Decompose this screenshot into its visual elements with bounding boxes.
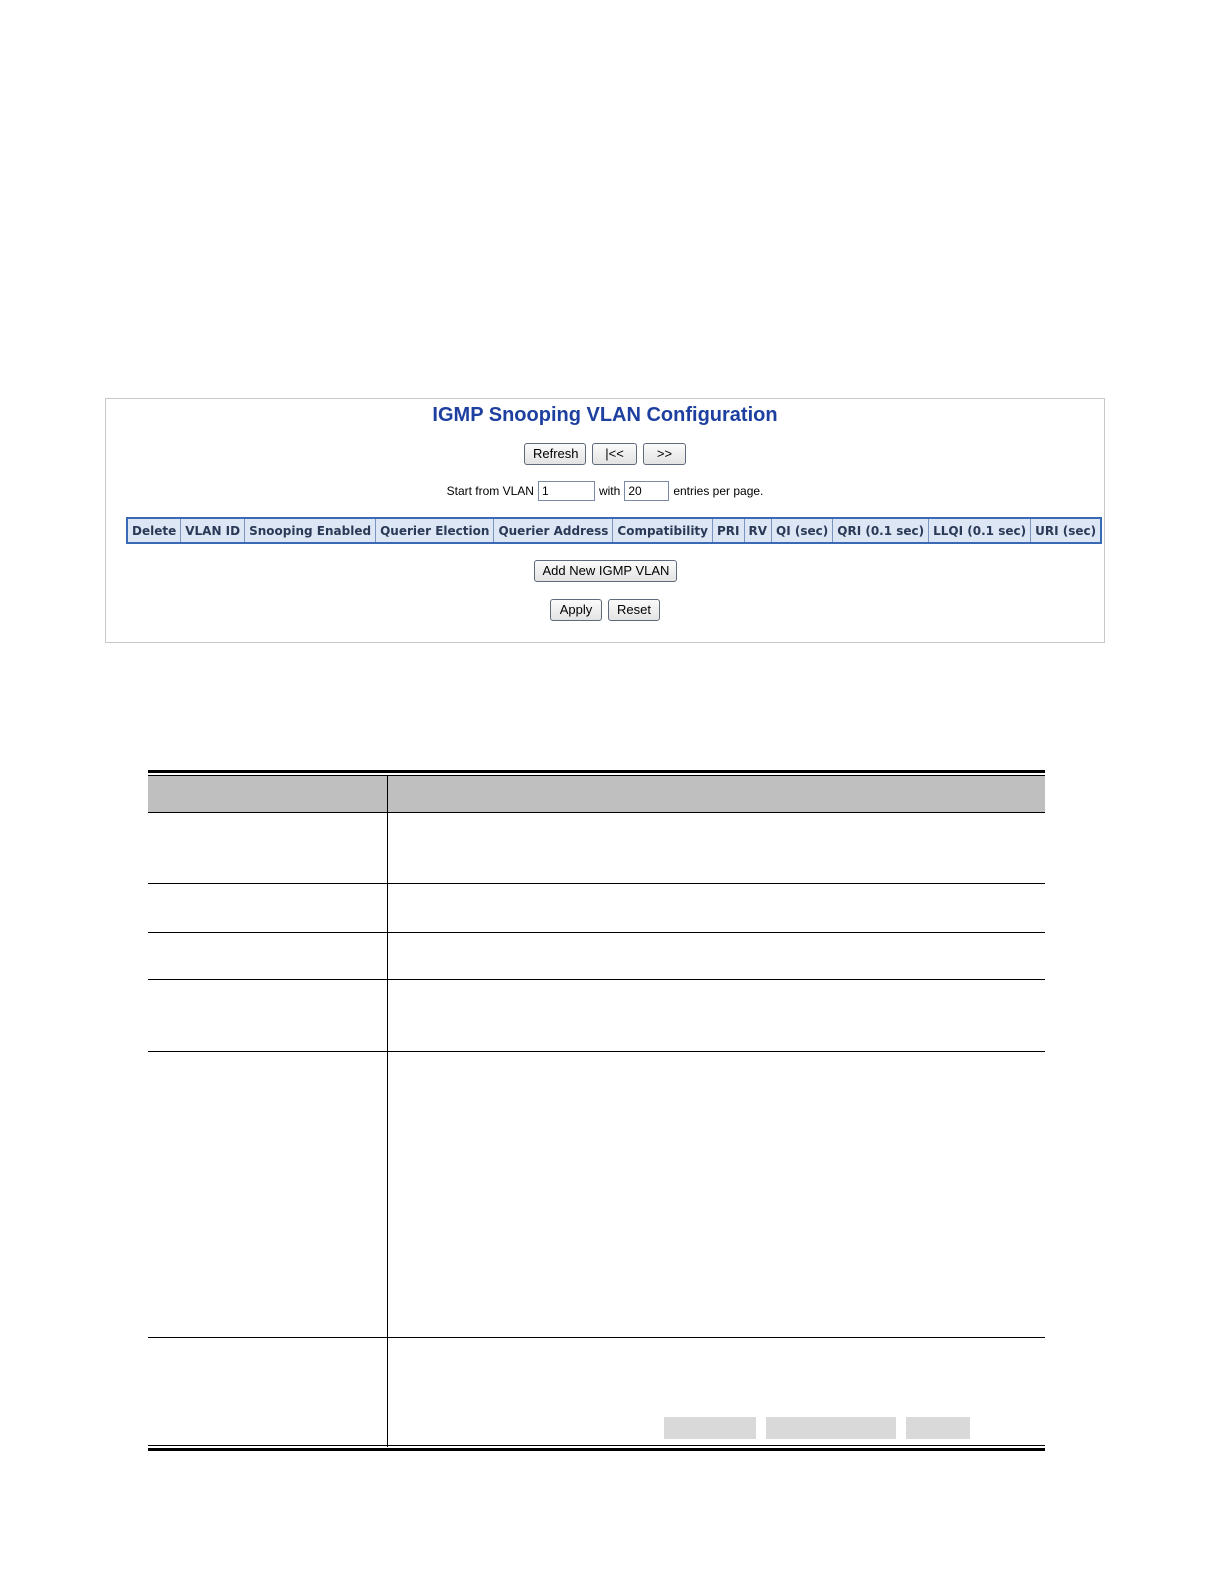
table-row-divider bbox=[148, 883, 1045, 884]
navigation-buttons bbox=[106, 443, 1104, 465]
table-bottom-rule bbox=[148, 1448, 1045, 1451]
highlight-block bbox=[906, 1417, 970, 1439]
table-bottom-rule-thin bbox=[148, 1445, 1045, 1446]
column-header-compatibility: Compatibility bbox=[613, 518, 713, 543]
column-header-querier-address: Querier Address bbox=[494, 518, 613, 543]
page-title: IGMP Snooping VLAN Configuration bbox=[432, 404, 778, 426]
table-row-divider bbox=[148, 1337, 1045, 1338]
column-header-llqi: LLQI (0.1 sec) bbox=[929, 518, 1031, 543]
table-column-divider bbox=[387, 776, 388, 1447]
next-page-button[interactable]: >> bbox=[643, 443, 686, 465]
column-header-delete: Delete bbox=[127, 518, 181, 543]
table-row-divider bbox=[148, 979, 1045, 980]
column-header-snooping-enabled: Snooping Enabled bbox=[245, 518, 376, 543]
highlight-block bbox=[664, 1417, 756, 1439]
entries-per-page-input[interactable] bbox=[624, 481, 669, 501]
parameter-description-table bbox=[148, 770, 1045, 1452]
column-header-querier-election: Querier Election bbox=[376, 518, 494, 543]
table-header-divider bbox=[148, 812, 1045, 813]
table-row-divider bbox=[148, 932, 1045, 933]
igmp-vlan-config-panel bbox=[105, 398, 1105, 643]
highlight-block bbox=[766, 1417, 896, 1439]
add-new-igmp-vlan-button[interactable]: Add New IGMP VLAN bbox=[534, 560, 677, 582]
with-label: with bbox=[598, 484, 621, 498]
table-header-row bbox=[127, 518, 1101, 543]
entries-per-page-label: entries per page. bbox=[673, 484, 764, 498]
column-header-vlan-id: VLAN ID bbox=[181, 518, 245, 543]
column-header-qri: QRI (0.1 sec) bbox=[833, 518, 929, 543]
table-top-rule bbox=[148, 770, 1045, 773]
first-page-button[interactable]: |<< bbox=[592, 443, 637, 465]
paging-controls bbox=[106, 481, 1104, 501]
column-header-pri: PRI bbox=[713, 518, 745, 543]
column-header-qi: QI (sec) bbox=[772, 518, 833, 543]
refresh-button[interactable]: Refresh bbox=[524, 443, 586, 465]
column-header-uri: URI (sec) bbox=[1031, 518, 1102, 543]
igmp-vlan-table bbox=[126, 517, 1102, 544]
column-header-rv: RV bbox=[744, 518, 772, 543]
start-from-label: Start from VLAN bbox=[446, 484, 534, 498]
form-actions bbox=[106, 599, 1104, 621]
table-row-divider bbox=[148, 1051, 1045, 1052]
add-row bbox=[106, 560, 1104, 582]
table-header-band bbox=[148, 776, 1045, 812]
apply-button[interactable]: Apply bbox=[550, 599, 602, 621]
reset-button[interactable]: Reset bbox=[608, 599, 660, 621]
start-vlan-input[interactable] bbox=[538, 481, 595, 501]
